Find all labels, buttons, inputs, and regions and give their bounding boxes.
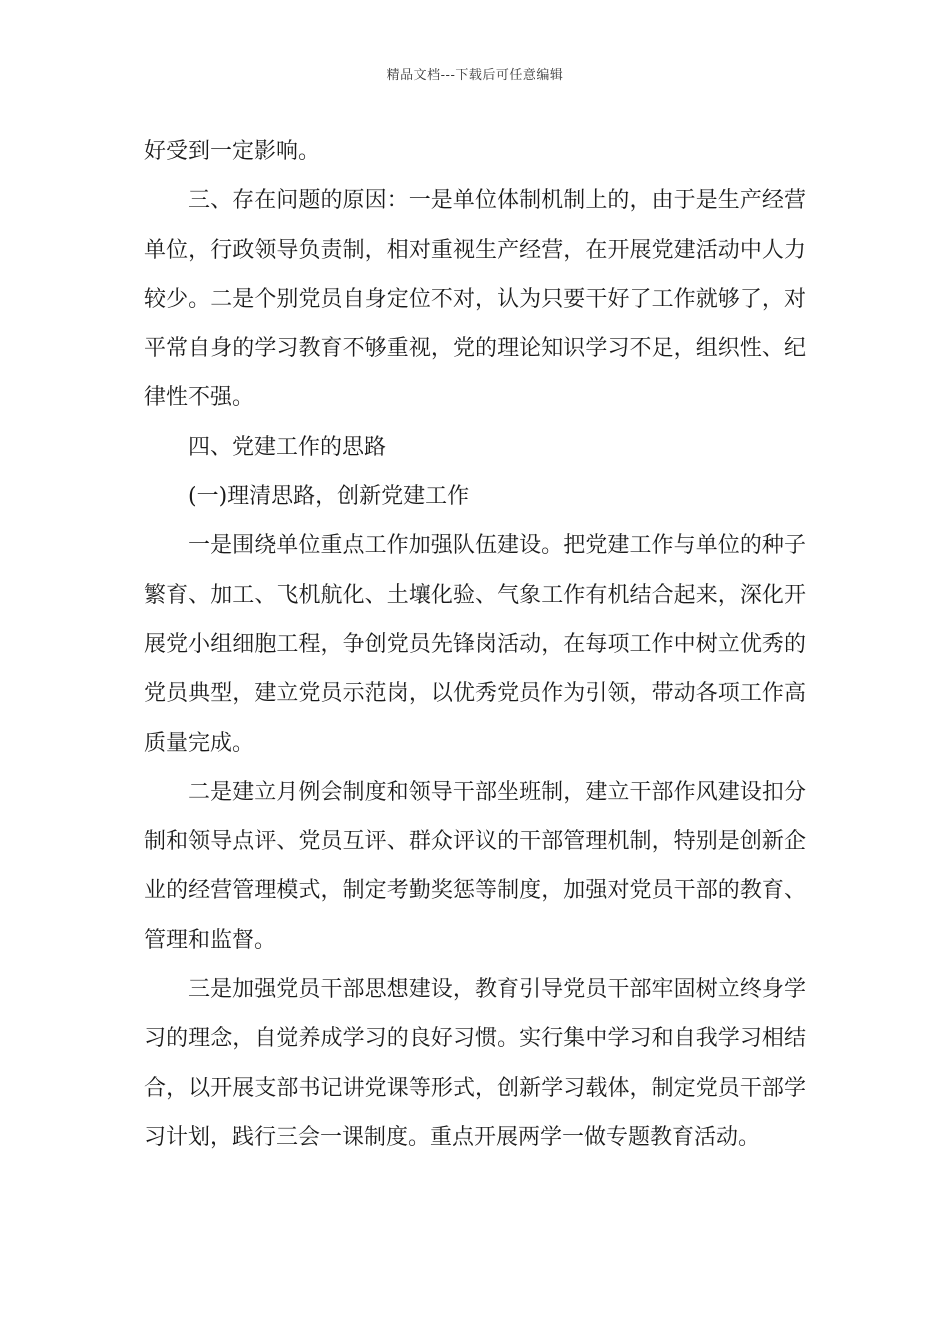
paragraph-section-three-causes: 三、存在问题的原因：一是单位体制机制上的，由于是生产经营单位，行政领导负责制，相对重视生产经营，在开展党建活动中人力较少。二是个别党员自身定位不对，认为只要干好了工作就够了，对平常自身的学习教育不够重视，党的理论知识学习不足，组织性、纪律性不强。 bbox=[144, 188, 806, 411]
page-header: 精品文档---下载后可任意编辑 bbox=[386, 68, 564, 83]
document-body bbox=[144, 127, 806, 1162]
subsection-heading-one: (一)理清思路，创新党建工作 bbox=[188, 484, 470, 510]
paragraph-continuation: 好受到一定影响。 bbox=[144, 139, 321, 164]
section-heading-four: 四、党建工作的思路 bbox=[188, 434, 387, 460]
paragraph-point-one: 一是围绕单位重点工作加强队伍建设。把党建工作与单位的种子繁育、加工、飞机航化、土壤化验、气象工作有机结合起来，深化开展党小组细胞工程，争创党员先锋岗活动，在每项工作中树立优秀的党员典型，建立党员示范岗，以优秀党员作为引领，带动各项工作高质量完成。 bbox=[144, 533, 806, 756]
paragraph-point-three: 三是加强党员干部思想建设，教育引导党员干部牢固树立终身学习的理念，自觉养成学习的良好习惯。实行集中学习和自我学习相结合，以开展支部书记讲党课等形式，创新学习载体，制定党员干部学习计划，践行三会一课制度。重点开展两学一做专题教育活动。 bbox=[144, 977, 806, 1150]
paragraph-point-two: 二是建立月例会制度和领导干部坐班制，建立干部作风建设扣分制和领导点评、党员互评、群众评议的干部管理机制，特别是创新企业的经营管理模式，制定考勤奖惩等制度，加强对党员干部的教育、管理和监督。 bbox=[144, 779, 806, 953]
